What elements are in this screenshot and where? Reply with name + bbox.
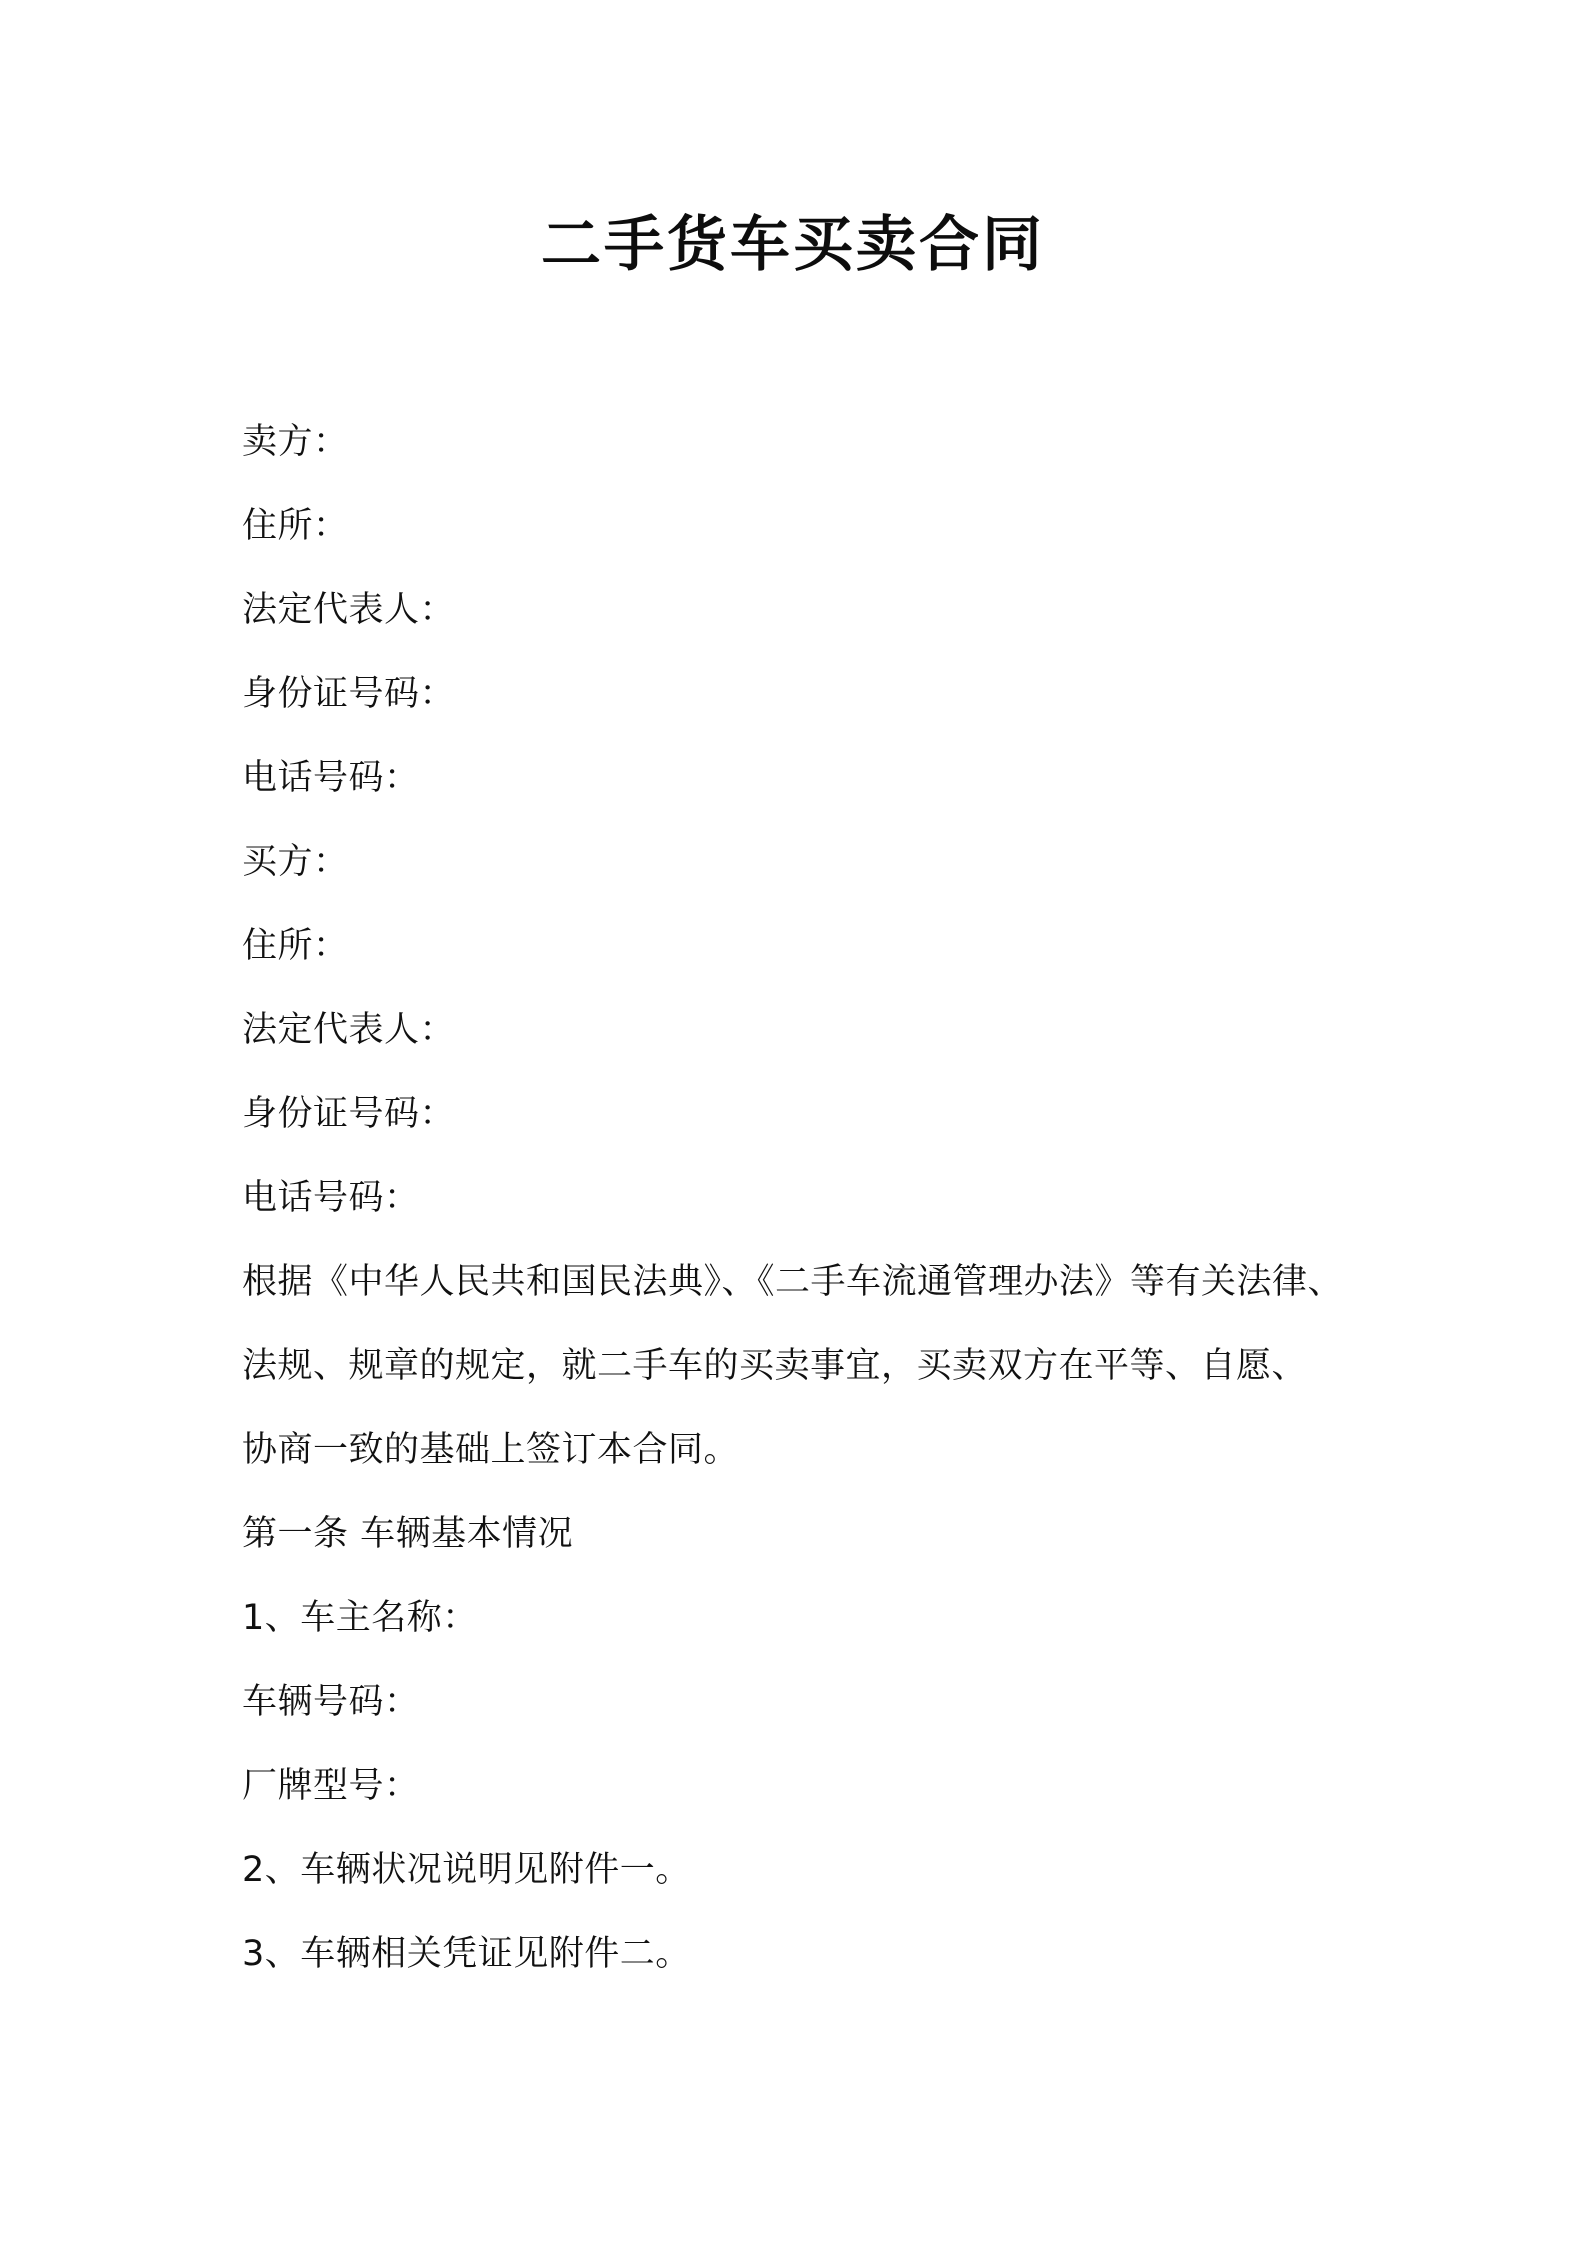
preamble-line: 协商一致的基础上签订本合同。 bbox=[242, 1430, 740, 1470]
contract-body bbox=[242, 400, 1372, 1996]
preamble-line: 根据《中华人民共和国民法典》、《二手车流通管理办法》等有关法律、 bbox=[242, 1262, 1344, 1302]
vehicle-documents-note: 3、车辆相关凭证见附件二。 bbox=[242, 1934, 691, 1974]
article-1-heading: 第一条 车辆基本情况 bbox=[242, 1514, 574, 1554]
seller-party-label: 卖方： bbox=[242, 422, 349, 462]
vehicle-condition-note: 2、车辆状况说明见附件一。 bbox=[242, 1850, 691, 1890]
buyer-id-number-label: 身份证号码： bbox=[242, 1094, 456, 1134]
preamble-line: 法规、规章的规定，就二手车的买卖事宜，买卖双方在平等、自愿、 bbox=[242, 1346, 1308, 1386]
buyer-address-label: 住所： bbox=[242, 926, 349, 966]
seller-address-label: 住所： bbox=[242, 506, 349, 546]
vehicle-number-label: 车辆号码： bbox=[242, 1682, 420, 1722]
seller-phone-label: 电话号码： bbox=[242, 758, 420, 798]
seller-legal-rep-label: 法定代表人： bbox=[242, 590, 456, 630]
buyer-phone-label: 电话号码： bbox=[242, 1178, 420, 1218]
brand-model-label: 厂牌型号： bbox=[242, 1766, 420, 1806]
seller-id-number-label: 身份证号码： bbox=[242, 674, 456, 714]
buyer-party-label: 买方： bbox=[242, 842, 349, 882]
buyer-legal-rep-label: 法定代表人： bbox=[242, 1010, 456, 1050]
document-title: 二手货车买卖合同 bbox=[541, 210, 1045, 280]
owner-name-label: 1、车主名称： bbox=[242, 1598, 478, 1638]
